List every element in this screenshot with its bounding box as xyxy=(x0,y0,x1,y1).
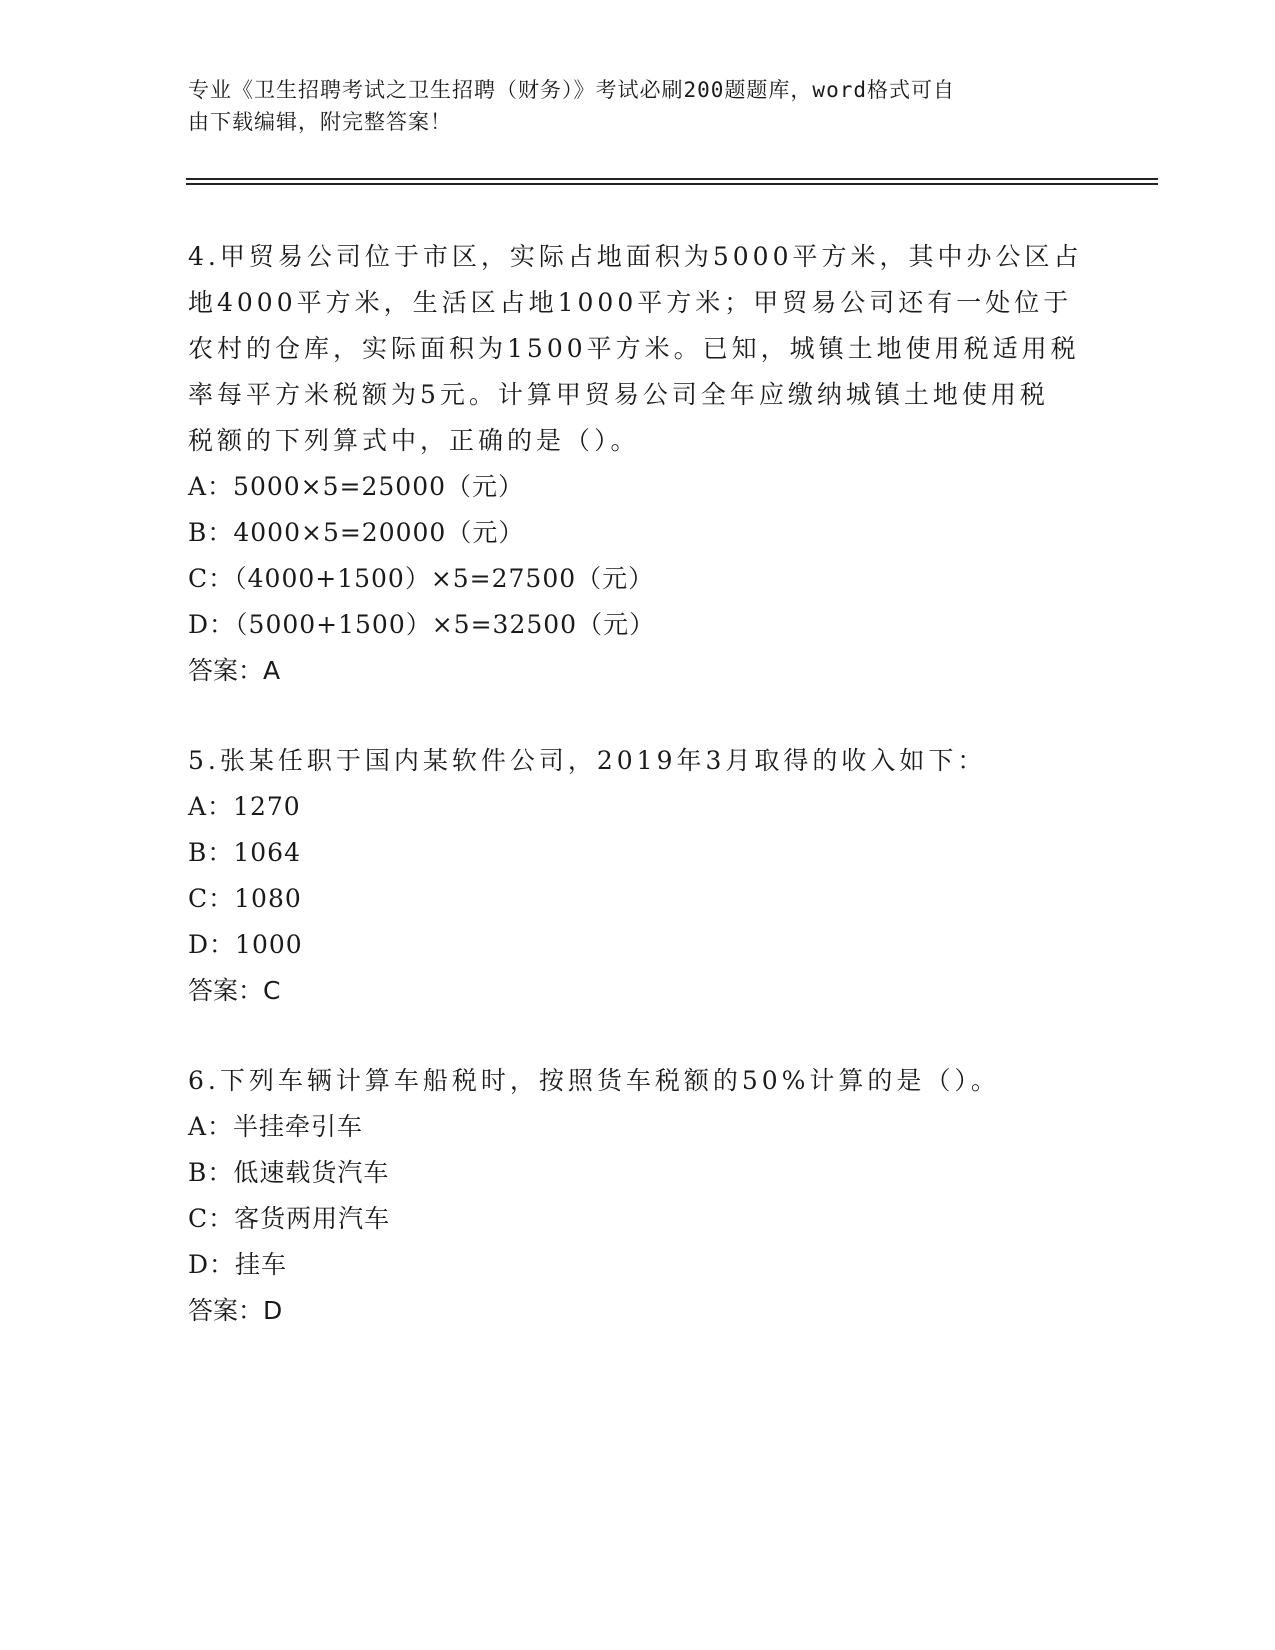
question-stem-line: 税额的下列算式中，正确的是（）。 xyxy=(188,426,640,455)
option-d: D：1000 xyxy=(188,930,303,959)
question-stem-line: 农村的仓库，实际面积为1500平方米。已知，城镇土地使用税适用税 xyxy=(188,334,1080,363)
question-stem-line: 5.张某任职于国内某软件公司，2019年3月取得的收入如下： xyxy=(188,746,987,775)
question-stem-line: 6.下列车辆计算车船税时，按照货车税额的50%计算的是（）。 xyxy=(188,1066,1000,1095)
header-divider-bottom xyxy=(186,183,1158,185)
question-6 xyxy=(188,1058,1088,1334)
question-4 xyxy=(188,234,1088,694)
option-b: B：低速载货汽车 xyxy=(188,1158,390,1187)
option-a: A：5000×5=25000（元） xyxy=(188,472,525,501)
option-d: D：（5000+1500）×5=32500（元） xyxy=(188,610,656,639)
option-c: C：客货两用汽车 xyxy=(188,1204,391,1233)
header-line-2: 由下载编辑，附完整答案！ xyxy=(188,110,452,134)
answer-label: 答案：D xyxy=(188,1296,283,1325)
option-a: A：半挂牵引车 xyxy=(188,1112,364,1141)
question-stem-line: 地4000平方米，生活区占地1000平方米；甲贸易公司还有一处位于 xyxy=(188,288,1073,317)
option-a: A：1270 xyxy=(188,792,301,821)
document-header xyxy=(188,74,1068,138)
header-line-1: 专业《卫生招聘考试之卫生招聘（财务）》考试必刷200题题库，word格式可自 xyxy=(188,78,955,102)
option-d: D：挂车 xyxy=(188,1250,288,1279)
question-stem-line: 4.甲贸易公司位于市区，实际占地面积为5000平方米，其中办公区占 xyxy=(188,242,1083,271)
answer-label: 答案：A xyxy=(188,656,281,685)
option-b: B：1064 xyxy=(188,838,301,867)
option-c: C：（4000+1500）×5=27500（元） xyxy=(188,564,655,593)
question-stem-line: 率每平方米税额为5元。计算甲贸易公司全年应缴纳城镇土地使用税 xyxy=(188,380,1049,409)
header-divider-top xyxy=(186,178,1158,180)
answer-label: 答案：C xyxy=(188,976,281,1005)
option-b: B：4000×5=20000（元） xyxy=(188,518,525,547)
question-5 xyxy=(188,738,1088,1014)
option-c: C：1080 xyxy=(188,884,302,913)
